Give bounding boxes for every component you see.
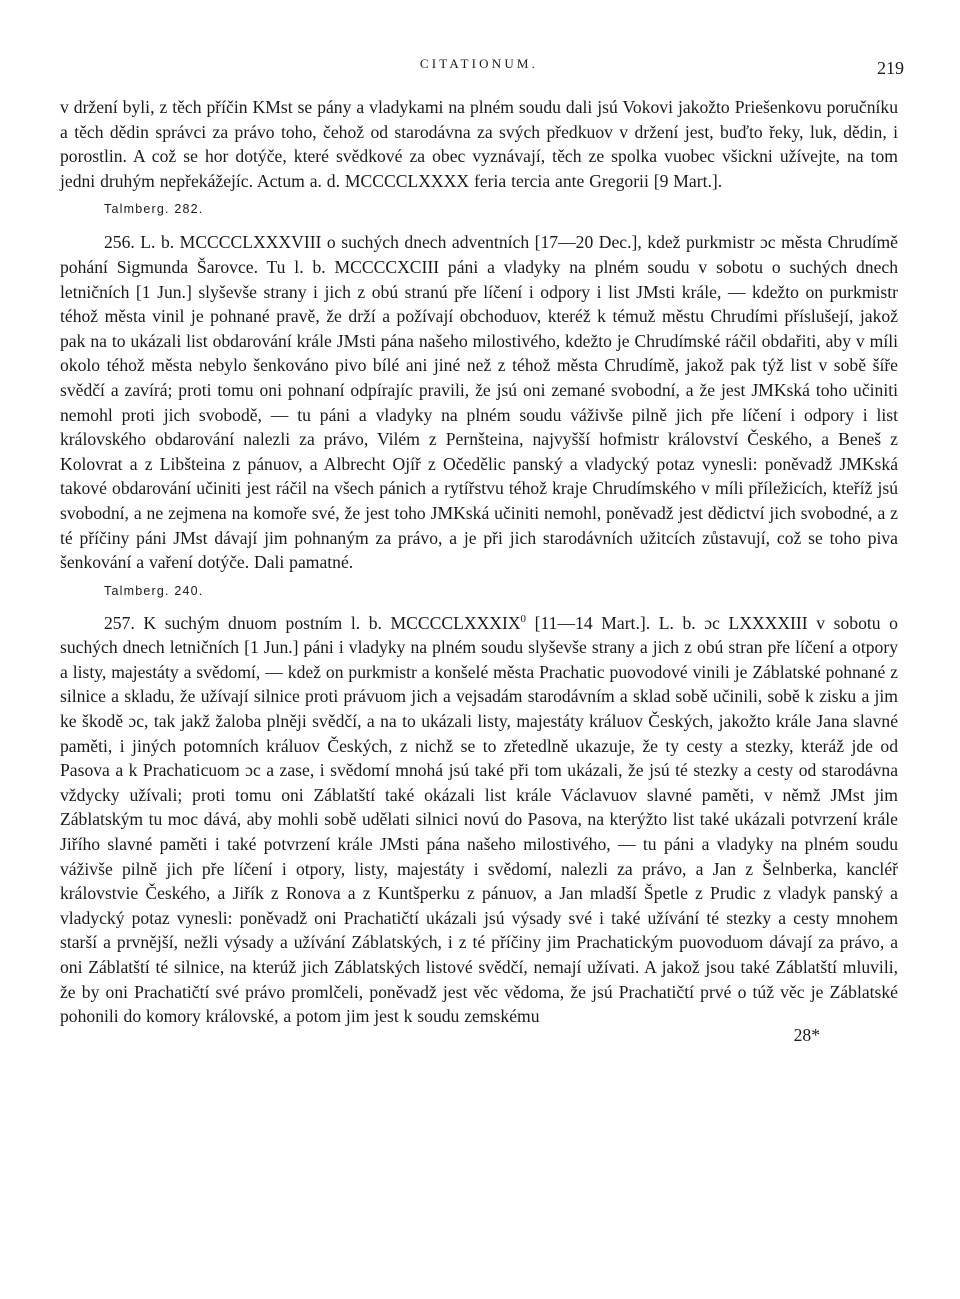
document-page [60, 56, 904, 1045]
continuation-paragraph: v držení byli, z těch příčin KMst se pány a vladykami na plném soudu dali jsú Vokovi jakožto Priešenkovu poručníku a těch dědin správci za právo toho, čehož od starodávna za svých předkuov v držení jest, buďto řeky, luk, dědin, i porostlin. A což se hor dotýče, které svědkové za obec vyznávají, těch ze spolka vuobec všickni užívejte, na tom jedni druhým nepřekážejíc. Actum a. d. MCCCCLXXXX feria tercia ante Gregorii [9 Mart.]. [60, 97, 898, 191]
page-number: 219 [877, 58, 904, 78]
source-reference: Talmberg. 240. [104, 583, 204, 598]
entry-257-superscript: 0 [520, 612, 527, 625]
running-title: CITATIONUM. [419, 56, 539, 71]
entry-256: 256. L. b. MCCCCLXXXVIII o suchých dnech adventních [17—20 Dec.], kdež purkmistr ɔc města Chrudímě pohání Sigmunda Šarovce. Tu l. b. MCCCCXCIII páni a vladyky na plném soudu v sobotu o suchých dnech letničních [1 Jun.] slyševše strany i jich z obú stranú pře líčení i odpory i list JMsti krále, — kdežto on purkmistr téhož města vinil je pohnané pravě, že drží a požívají obchoduov, kteréž k témuž městu Chrudími příslušejí, jakož pak na to ukázali list obdarování krále JMsti pána našeho milostivého, kdežto je Chrudímské ráčil obdařiti, aby v míli okolo téhož města nebylo šenkováno pivo bílé ani jiné než z téhož města Chrudímě, jakož pak týž list v sobě šíře svědčí a zavírá; proti tomu oni pohnaní odpírajíc pravili, že jsú oni zemané svobodní, a že jest JMKská toho učiniti nemohl proti jich svobodě, — tu páni a vladyky na plném soudu váživše pilně jich pře líčení i odpory i list královského obdarování nalezli za právo, Vilém z Pernšteina, najvyšší hofmistr království Českého, a Beneš z Kolovrat a z Libšteina z pánuov, a Albrecht Ojíř z Očedělic panský a vladycký potaz vynesli: poněvadž JMKská takové obdarování učiniti jest ráčil na všech pánich a rytířstvu téhož kraje Chrudímského v míli příležicích, kteříž jsú svobodní, a ne zejmena na komoře své, že jest toho JMKská učiniti nemohl, poněvadž jest dědictví jich svobodné, a z té příčiny páni JMst dávají jim pohnaným za právo, a je při jich starodávních užitcích zůstavují, což se toho piva šenkování a vaření dotýče. Dali pamatné. [60, 232, 898, 573]
running-head [60, 56, 904, 86]
sheet-signature: 28* [793, 1024, 820, 1045]
source-reference: Talmberg. 282. [104, 202, 204, 217]
entry-257 [60, 611, 898, 1029]
entry-257-text-rest: [11—14 Mart.]. L. b. ɔc LXXXXIII v sobotu o suchých dnech letničních [1 Jun.] páni i vladyky na plném soudu slyševše strany a jich z obú stran pře líčení a otpory a listy, majestáty a svědomí, — kdež on purkmistr a konšelé města Prachatic puovodové vinili je Záblatské pohnané z silnice a skladu, že užívají silnice proti právuom jich a vejsadám starodávním a sklad sobě učinili, sobě k zisku a jim ke škodě ɔc, tak jakž žaloba plněji svědčí, a na to ukázali listy, majestáty králuov Českých, jakožto krále Jana slavné paměti, i jiných potomních králuov Českých, z nichž se to zřetedlně ukazuje, že ty cesty a stezky, kteráž jde od Pasova a k Prachaticuom ɔc a zase, i svědomí mnohá jsú také při tom ukázali, že jsú té stezky a cesty od starodávna vždycky užívali; proti tomu oni Záblatští také okázali list krále Václavuov slavné paměti, v němž JMst jim Záblatským tu moc dává, aby mohli sobě udělati silnici novú do Pasova, na kterýžto list také ukázali potvrzení krále Jiřího slavné paměti i také potvrzení krále JMsti pána našeho milostivého, — tu páni a vladyky na plném soudu váživše pilně jich pře líčení i otpory, listy, majestáty i svědomí, nalezli za právo, a Jan z Šelnberka, kancléř královstvie Českého, a Jiřík z Ronova a z Kuntšperku z pánuov, a Jan mladší Špetle z Prudic z vladyk panský a vladycký potaz vynesli: poněvadž oni Prachatičtí ukázali jsú výsady své i také užívání té stezky a cesty mnohem starší a prvnější, nežli výsady a užívání Záblatských, i z té příčiny jim Prachatickým puovoduom dávají za právo, a oni Záblatští té silnice, na kterúž jich Záblatských listové svědčí, nemají užívati. A jakož jsou také Záblatští mluvili, že by oni Prachatičtí své právo promlčeli, poněvadž jest věc vědoma, že jsú Prachatičtí prvé o túž věc je Záblatské pohonili do komory královské, a potom jim jest k soudu zemskému [60, 612, 898, 1027]
entry-257-text-start: 257. K suchým dnuom postním l. b. MCCCCLXXXIX [104, 612, 521, 633]
